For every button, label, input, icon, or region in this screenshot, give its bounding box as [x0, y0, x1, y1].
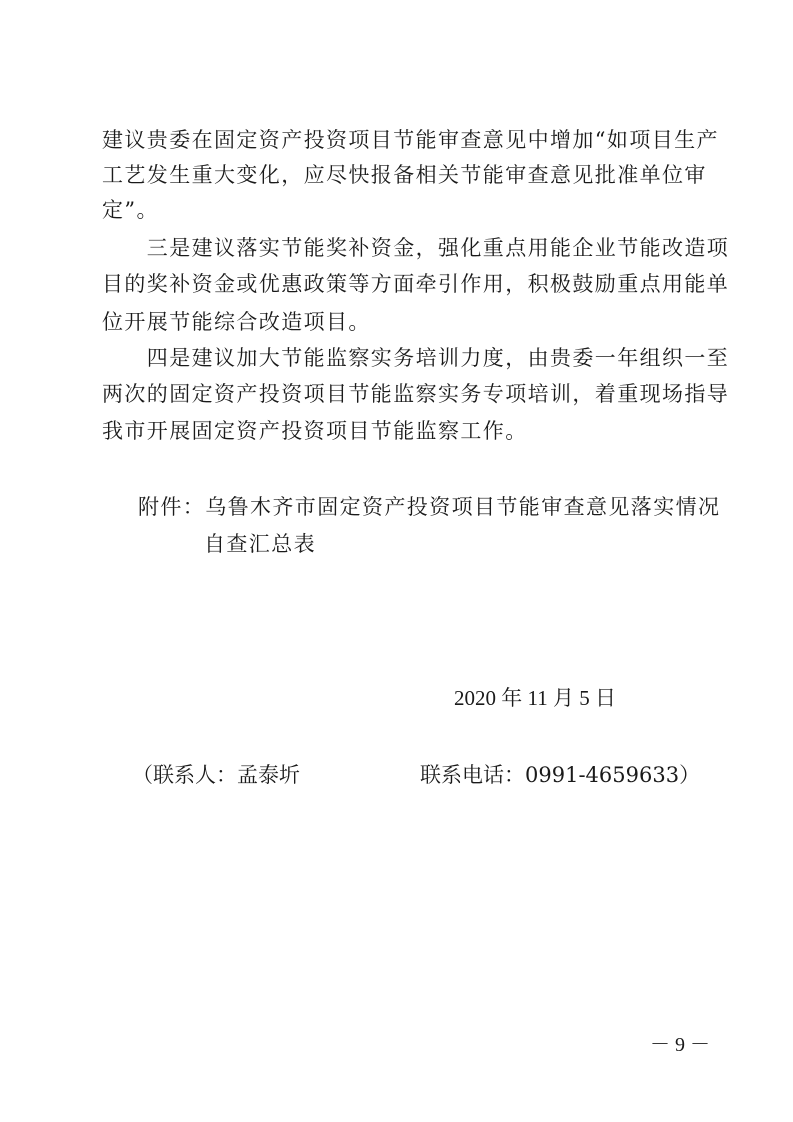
contact-person: （联系人：孟泰圻 — [132, 763, 300, 787]
paragraph-line: 工艺发生重大变化，应尽快报备相关节能审查意见批准单位审 — [102, 163, 707, 187]
paragraph-line: 四是建议加大节能监察实务培训力度，由贵委一年组织一至 — [102, 346, 730, 370]
document-date: 2020 年 11 月 5 日 — [454, 686, 616, 710]
paragraph-line: 位开展节能综合改造项目。 — [102, 310, 371, 334]
contact-phone: 联系电话：0991-4659633） — [420, 763, 701, 787]
paragraph-line: 定”。 — [102, 198, 159, 222]
paragraph-line: 我市开展固定资产投资项目节能监察工作。 — [102, 419, 528, 443]
paragraph-line: 三是建议落实节能奖补资金，强化重点用能企业节能改造项 — [102, 236, 730, 260]
paragraph-line: 目的奖补资金或优惠政策等方面牵引作用，积极鼓励重点用能单 — [102, 272, 730, 296]
paragraph-line: 两次的固定资产投资项目节能监察实务专项培训，着重现场指导 — [102, 382, 730, 406]
attachment-title: 附件：乌鲁木齐市固定资产投资项目节能审查意见落实情况 — [138, 495, 721, 519]
attachment-title-continued: 自查汇总表 — [204, 532, 316, 556]
paragraph-line: 建议贵委在固定资产投资项目节能审查意见中增加“如项目生产 — [102, 128, 719, 152]
page-number: － 9 － — [650, 1034, 710, 1056]
